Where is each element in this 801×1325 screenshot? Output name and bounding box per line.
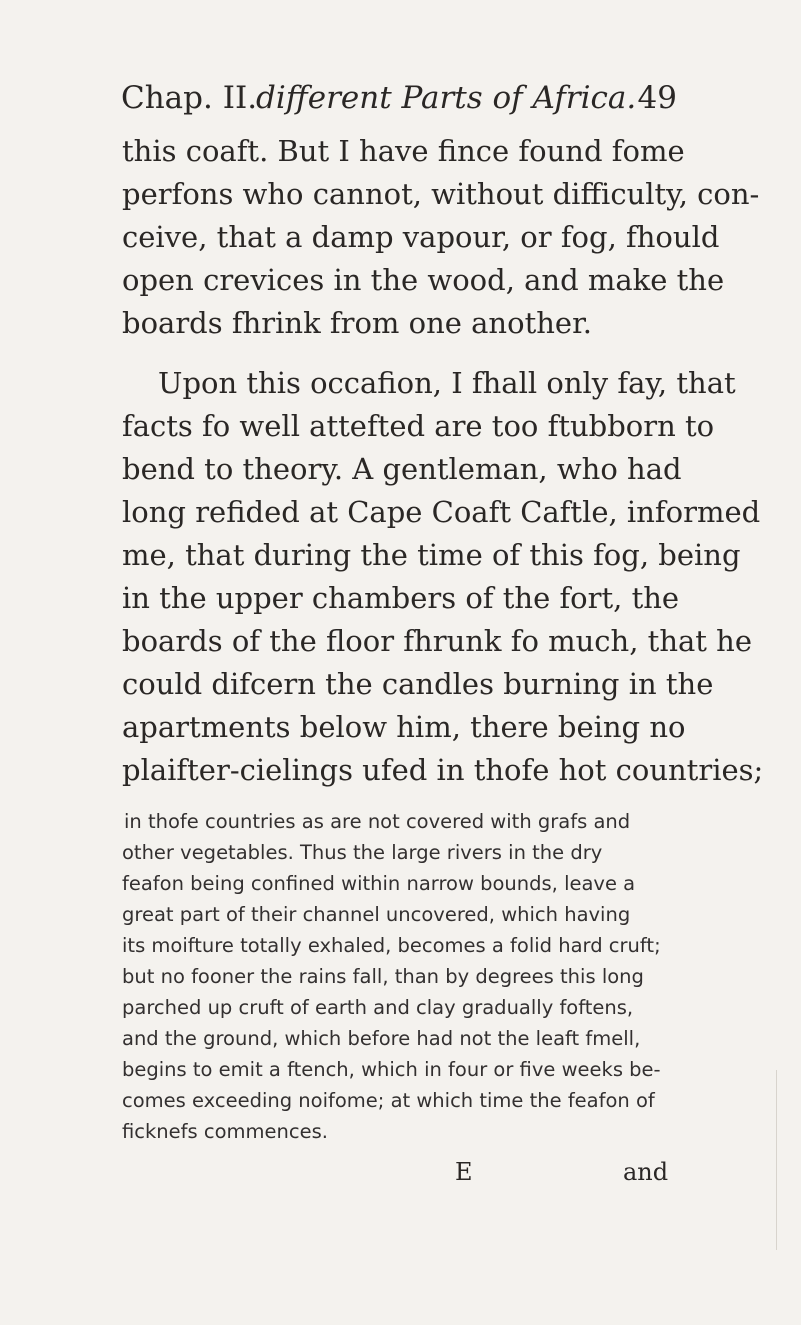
running-title: different Parts of Africa. — [256, 80, 637, 116]
footnote-line: comes exceeding noifome; at which time the feafon of — [122, 1089, 655, 1112]
body-line: perfons who cannot, without difficulty, con- — [122, 177, 760, 211]
footnote-line: other vegetables. Thus the large rivers in the dry — [122, 841, 603, 864]
footnote-line: parched up cruft of earth and clay gradually foftens, — [122, 996, 634, 1019]
page-edge-shadow — [776, 1070, 777, 1250]
body-line: ceive, that a damp vapour, or fog, fhould — [122, 220, 720, 254]
body-line: plaifter-cielings ufed in thofe hot countries; — [122, 753, 764, 787]
footnote-line: in thofe countries as are not covered with grafs and — [124, 810, 631, 833]
body-line: boards of the floor fhrunk fo much, that he — [122, 624, 752, 658]
chapter-label: Chap. II. — [121, 80, 258, 116]
body-line: bend to theory. A gentleman, who had — [122, 452, 682, 486]
body-line: long refided at Cape Coaft Caftle, informed — [122, 495, 761, 529]
body-line: apartments below him, there being no — [122, 710, 686, 744]
catchword: and — [623, 1158, 669, 1186]
footnote-line: ficknefs commences. — [122, 1120, 328, 1143]
footnote-line: great part of their channel uncovered, which having — [122, 903, 631, 926]
body-line: open crevices in the wood, and make the — [122, 263, 725, 297]
signature-mark: E — [455, 1158, 473, 1186]
footnote-line: but no fooner the rains fall, than by degrees this long — [122, 965, 644, 988]
body-line: me, that during the time of this fog, being — [122, 538, 741, 572]
footnote-line: its moifture totally exhaled, becomes a folid hard cruft; — [122, 934, 661, 957]
body-line: boards fhrink from one another. — [122, 306, 592, 340]
page-number: 49 — [637, 80, 677, 116]
running-header — [121, 80, 681, 120]
body-line: facts fo well attefted are too ftubborn to — [122, 409, 715, 443]
footnote-line: begins to emit a ftench, which in four or five weeks be- — [122, 1058, 661, 1081]
body-line: could difcern the candles burning in the — [122, 667, 714, 701]
footnote-line: feafon being confined within narrow bounds, leave a — [122, 872, 636, 895]
body-line: in the upper chambers of the fort, the — [122, 581, 680, 615]
paragraph-start-line: Upon this occafion, I fhall only fay, that — [158, 366, 736, 400]
body-line: this coaft. But I have fince found fome — [122, 134, 685, 168]
footnote-line: and the ground, which before had not the leaft fmell, — [122, 1027, 641, 1050]
